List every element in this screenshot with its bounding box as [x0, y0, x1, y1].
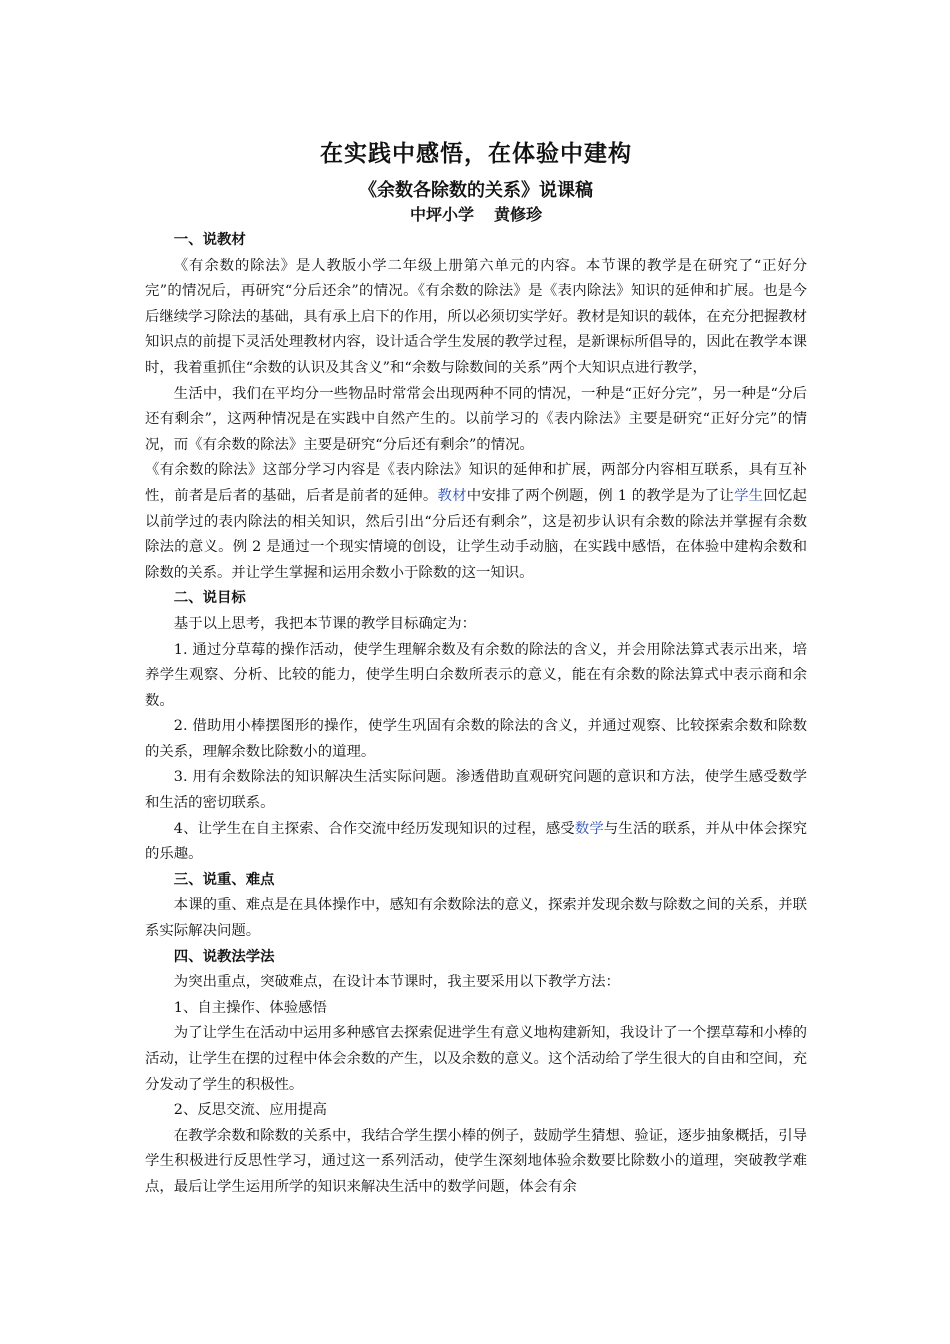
method-title: 2、反思交流、应用提高	[173, 1102, 327, 1119]
paragraph: 《有余数的除法》是人教版小学二年级上册第六单元的内容。本节课的教学是在研究了“正好分完”的情况后，再研究“分后还余”的情况。《有余数的除法》是《表内除法》知识的延伸和扩展。也是今后继续学习除法的基础，具有承上启下的作用，所以必须切实学好。教材是知识的载体，在充分把握教材知识点的前提下灵活处理教材内容，设计适合学生发展的教学过程，是新课标所倡导的，因此在教学本课时，我着重抓住“余数的认识及其含义”和“余数与除数间的关系”两个大知识点进行教学，	[145, 257, 807, 376]
author-line	[145, 202, 807, 225]
page-subtitle: 《余数各除数的关系》说课稿	[359, 180, 593, 201]
paragraph: 本课的重、难点是在具体操作中，感知有余数除法的意义，探索并发现余数与除数之间的关系，并联系实际解决问题。	[145, 897, 807, 940]
text-run: 《有余数的除法》这部分学习内容是《表内除法》知识的延伸和扩展，两部分内容相互联系，具有互补性，前者是后者的基础，后者是前者的延伸。	[145, 462, 807, 504]
goal-item: 2. 借助用小棒摆图形的操作，使学生巩固有余数的除法的含义，并通过观察、比较探索余数和除数的关系，理解余数比除数小的道理。	[145, 718, 807, 760]
method-title: 1、自主操作、体验感悟	[173, 999, 327, 1016]
section-heading-4: 四、说教法学法	[173, 948, 275, 965]
section-heading-3: 三、说重、难点	[173, 871, 275, 888]
document-page	[145, 0, 807, 1344]
author-name: 黄修珍	[494, 205, 543, 224]
paragraph: 在教学余数和除数的关系中，我结合学生摆小棒的例子，鼓励学生猜想、验证，逐步抽象概括，引导学生积极进行反思性学习，通过这一系列活动，使学生深刻地体验余数要比除数小的道理，突破教学难点，最后让学生运用所学的知识来解决生活中的数学问题，体会有余	[145, 1127, 807, 1195]
text-run: 与生活的联系，并从中体会探究的乐趣。	[145, 820, 807, 863]
text-run: 中安排了两个例题，例 1 的教学是为了让	[466, 487, 735, 504]
paragraph: 为突出重点，突破难点，在设计本节课时，我主要采用以下教学方法：	[173, 974, 620, 991]
link-student[interactable]: 学生	[734, 487, 764, 504]
link-math[interactable]: 数学	[574, 820, 604, 837]
goal-item: 3. 用有余数除法的知识解决生活实际问题。渗透借助直观研究问题的意识和方法，使学生感受数学和生活的密切联系。	[145, 769, 807, 812]
author-school: 中坪小学	[409, 205, 474, 224]
document-body	[145, 228, 807, 1201]
paragraph: 生活中，我们在平均分一些物品时常常会出现两种不同的情况，一种是“正好分完”，另一种是“分后还有剩余”，这两种情况是在实践中自然产生的。以前学习的《表内除法》主要是研究“正好分完”的情况，而《有余数的除法》主要是研究“分后还有剩余”的情况。	[145, 385, 807, 453]
text-run: 4、让学生在自主探索、合作交流中经历发现知识的过程，感受	[173, 820, 575, 837]
paragraph: 为了让学生在活动中运用多种感官去探索促进学生有意义地构建新知，我设计了一个摆草莓和小棒的活动，让学生在摆的过程中体会余数的产生，以及余数的意义。这个活动给了学生很大的自由和空间，充分发动了学生的积极性。	[145, 1025, 807, 1093]
section-heading-2: 二、说目标	[173, 590, 246, 607]
text-run: 回忆起以前学过的表内除法的相关知识，然后引出“分后还有剩余”，这是初步认识有余数的除法并掌握有余数除法的意义。例 2 是通过一个现实情境的创设，让学生动手动脑，在实践中感悟，在体验中建构余数和除数的关系。并让学生掌握和运用余数小于除数的这一知识。	[145, 487, 807, 581]
link-textbook[interactable]: 教材	[437, 487, 467, 504]
paragraph	[145, 458, 807, 586]
goal-item: 1. 通过分草莓的操作活动，使学生理解余数及有余数的除法的含义，并会用除法算式表示出来，培养学生观察、分析、比较的能力，使学生明白余数所表示的意义，能在有余数的除法算式中表示商和余数。	[145, 641, 807, 709]
goal-item	[145, 817, 807, 868]
paragraph: 基于以上思考，我把本节课的教学目标确定为：	[173, 615, 477, 632]
page-title: 在实践中感悟，在体验中建构	[320, 141, 632, 167]
section-heading-1: 一、说教材	[173, 232, 246, 248]
